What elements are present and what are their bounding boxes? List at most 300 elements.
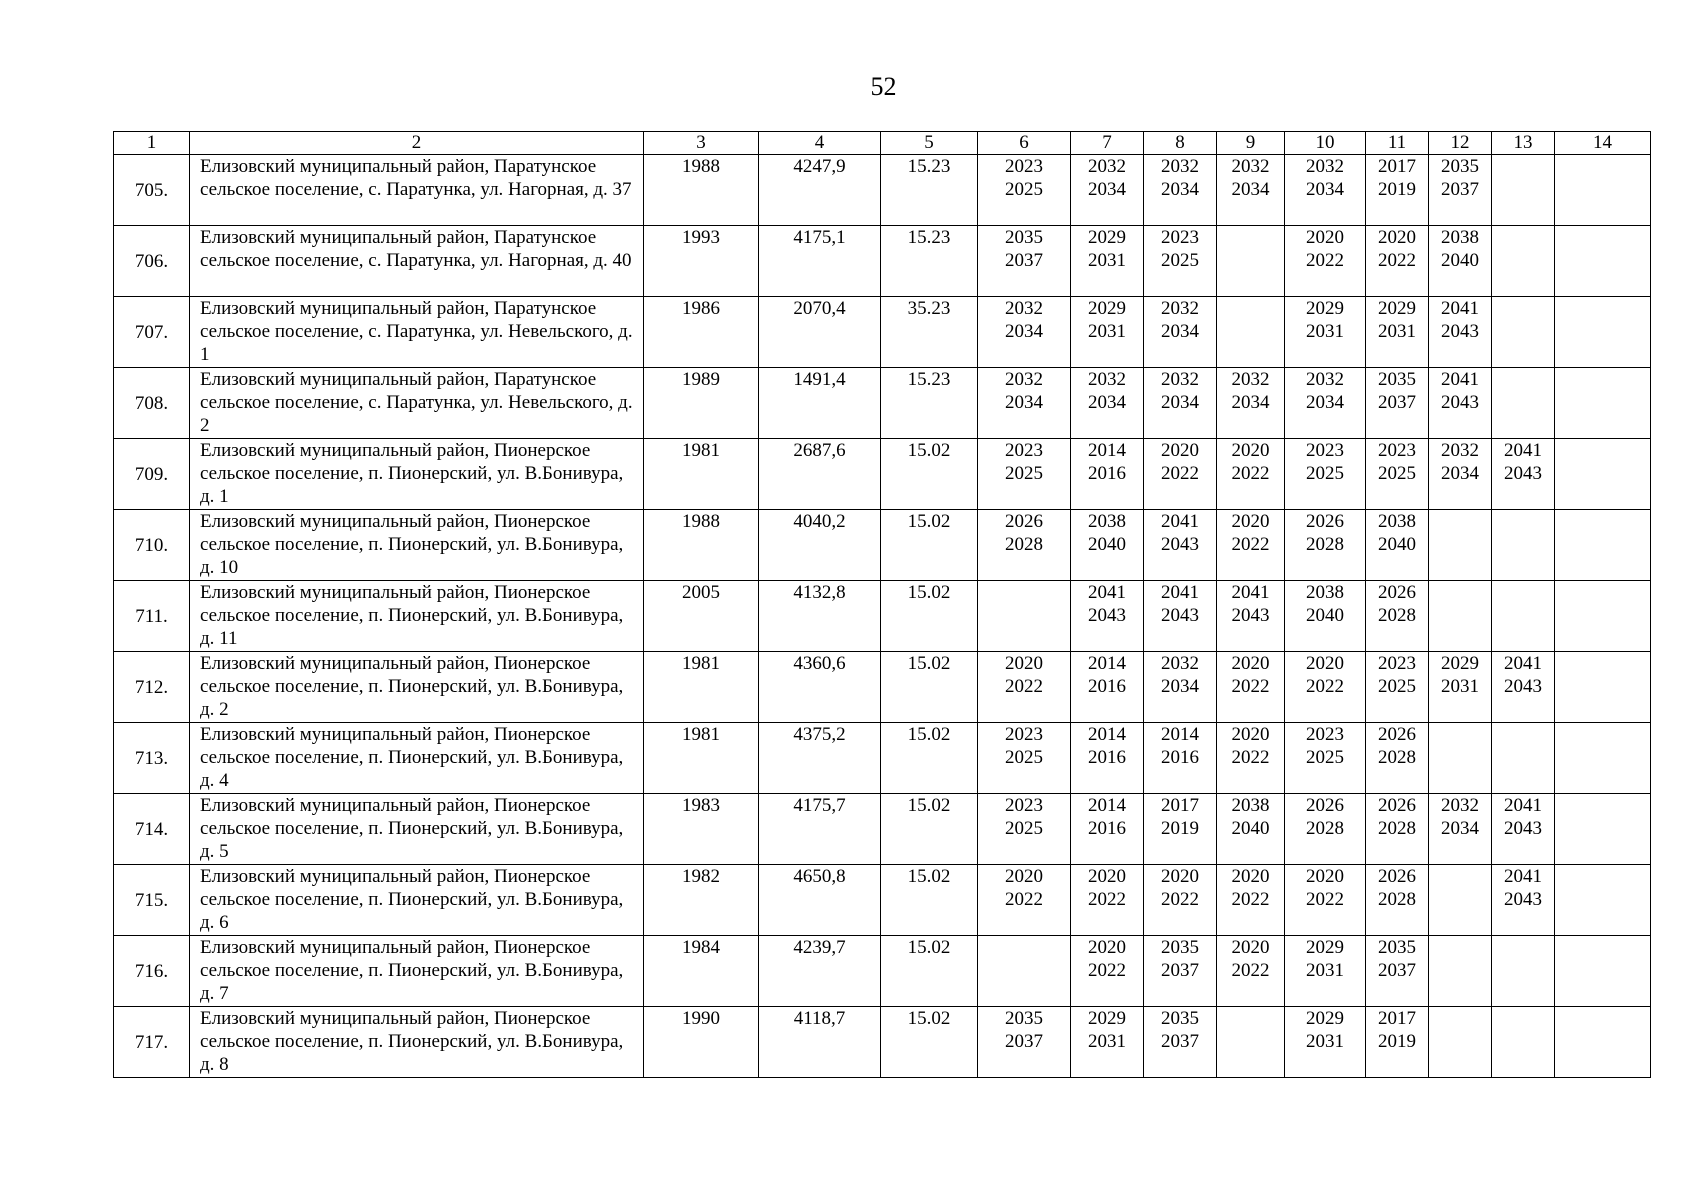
repair-period-col-11 — [1366, 865, 1429, 936]
period-start-year: 2032 — [1088, 156, 1126, 177]
building-address: Елизовский муниципальный район, Пионерское сельское поселение, п. Пионерский, ул. В.Бонивура, д. 6 — [190, 865, 644, 936]
column-number-10: 10 — [1285, 132, 1366, 155]
column-number-12: 12 — [1429, 132, 1492, 155]
repair-period-col-12 — [1429, 794, 1492, 865]
repair-period-col-8 — [1144, 510, 1217, 581]
column-number-2: 2 — [190, 132, 644, 155]
construction-year: 1981 — [644, 723, 759, 794]
repair-period-col-8 — [1144, 865, 1217, 936]
period-end-year: 2031 — [1306, 321, 1344, 342]
table-row — [114, 510, 1651, 581]
period-start-year: 2020 — [1005, 653, 1043, 674]
total-area: 4239,7 — [759, 936, 881, 1007]
repair-period-col-11 — [1366, 155, 1429, 226]
period-end-year: 2037 — [1005, 1031, 1043, 1052]
repair-period-col-10 — [1285, 226, 1366, 297]
repair-period-col-12 — [1429, 297, 1492, 368]
period-end-year: 2022 — [1378, 250, 1416, 271]
row-number: 713. — [114, 723, 190, 794]
period-end-year: 2040 — [1378, 534, 1416, 555]
total-area: 4132,8 — [759, 581, 881, 652]
repair-period-col-13 — [1492, 936, 1555, 1007]
table-row — [114, 865, 1651, 936]
building-address: Елизовский муниципальный район, Пионерское сельское поселение, п. Пионерский, ул. В.Бонивура, д. 10 — [190, 510, 644, 581]
period-end-year: 2022 — [1005, 889, 1043, 910]
total-area: 4118,7 — [759, 1007, 881, 1078]
period-end-year: 2043 — [1441, 321, 1479, 342]
total-area: 1491,4 — [759, 368, 881, 439]
repair-period-col-11 — [1366, 297, 1429, 368]
repair-period-col-7 — [1071, 865, 1144, 936]
period-end-year: 2022 — [1005, 676, 1043, 697]
repair-period-col-11 — [1366, 439, 1429, 510]
period-start-year: 2041 — [1441, 298, 1479, 319]
total-area: 4650,8 — [759, 865, 881, 936]
repair-period-col-8 — [1144, 439, 1217, 510]
column-number-14: 14 — [1555, 132, 1651, 155]
repair-period-col-13 — [1492, 297, 1555, 368]
column-number-1: 1 — [114, 132, 190, 155]
repair-period-col-9 — [1217, 439, 1285, 510]
repair-period-col-13 — [1492, 155, 1555, 226]
period-start-year: 2020 — [1161, 440, 1199, 461]
repair-period-col-14 — [1555, 368, 1651, 439]
period-end-year: 2022 — [1306, 889, 1344, 910]
period-start-year: 2029 — [1378, 298, 1416, 319]
repair-period-col-6 — [978, 297, 1071, 368]
repair-period-col-7 — [1071, 936, 1144, 1007]
table-row — [114, 581, 1651, 652]
repair-period-col-6 — [978, 794, 1071, 865]
repair-period-col-6 — [978, 1007, 1071, 1078]
repair-period-col-14 — [1555, 155, 1651, 226]
construction-year: 1989 — [644, 368, 759, 439]
row-number: 717. — [114, 1007, 190, 1078]
period-end-year: 2019 — [1161, 818, 1199, 839]
repair-period-col-6 — [978, 652, 1071, 723]
tariff-code: 15.23 — [881, 155, 978, 226]
table-body — [114, 132, 1651, 1078]
row-number: 710. — [114, 510, 190, 581]
period-end-year: 2034 — [1231, 179, 1270, 200]
repair-period-col-8 — [1144, 581, 1217, 652]
period-end-year: 2025 — [1306, 463, 1344, 484]
building-address: Елизовский муниципальный район, Пионерское сельское поселение, п. Пионерский, ул. В.Бонивура, д. 5 — [190, 794, 644, 865]
period-start-year: 2020 — [1306, 653, 1344, 674]
repair-period-col-7 — [1071, 510, 1144, 581]
period-start-year: 2020 — [1231, 511, 1270, 532]
period-end-year: 2034 — [1088, 179, 1126, 200]
tariff-code: 15.02 — [881, 581, 978, 652]
repair-period-col-12 — [1429, 1007, 1492, 1078]
repair-period-col-9 — [1217, 155, 1285, 226]
period-end-year: 2025 — [1005, 818, 1043, 839]
period-start-year: 2029 — [1306, 298, 1344, 319]
repair-period-col-14 — [1555, 226, 1651, 297]
period-start-year: 2026 — [1378, 724, 1416, 745]
period-start-year: 2041 — [1161, 582, 1199, 603]
period-start-year: 2023 — [1306, 724, 1344, 745]
period-start-year: 2041 — [1504, 795, 1542, 816]
repair-period-col-9 — [1217, 226, 1285, 297]
period-end-year: 2034 — [1005, 321, 1043, 342]
repair-period-col-10 — [1285, 297, 1366, 368]
period-start-year: 2032 — [1161, 653, 1199, 674]
table-row — [114, 652, 1651, 723]
repair-period-col-8 — [1144, 297, 1217, 368]
period-end-year: 2034 — [1088, 392, 1126, 413]
repair-period-col-10 — [1285, 652, 1366, 723]
repair-period-col-9 — [1217, 652, 1285, 723]
period-end-year: 2034 — [1306, 392, 1344, 413]
repair-period-col-14 — [1555, 652, 1651, 723]
period-end-year: 2031 — [1088, 250, 1126, 271]
period-end-year: 2028 — [1378, 747, 1416, 768]
period-start-year: 2035 — [1005, 227, 1043, 248]
period-end-year: 2016 — [1088, 676, 1126, 697]
period-start-year: 2023 — [1306, 440, 1344, 461]
period-end-year: 2019 — [1378, 179, 1416, 200]
period-end-year: 2037 — [1005, 250, 1043, 271]
table-row — [114, 368, 1651, 439]
repair-period-col-10 — [1285, 794, 1366, 865]
period-start-year: 2020 — [1161, 866, 1199, 887]
repair-period-col-6 — [978, 936, 1071, 1007]
period-start-year: 2020 — [1306, 227, 1344, 248]
row-number: 708. — [114, 368, 190, 439]
period-start-year: 2041 — [1088, 582, 1126, 603]
repair-period-col-6 — [978, 155, 1071, 226]
period-start-year: 2014 — [1088, 653, 1126, 674]
period-end-year: 2034 — [1231, 392, 1270, 413]
period-start-year: 2020 — [1231, 724, 1270, 745]
repair-period-col-9 — [1217, 1007, 1285, 1078]
total-area: 4175,1 — [759, 226, 881, 297]
period-end-year: 2043 — [1088, 605, 1126, 626]
period-start-year: 2035 — [1378, 937, 1416, 958]
total-area: 2687,6 — [759, 439, 881, 510]
repair-period-col-6 — [978, 581, 1071, 652]
period-end-year: 2031 — [1441, 676, 1479, 697]
period-start-year: 2041 — [1504, 866, 1542, 887]
period-end-year: 2022 — [1231, 463, 1270, 484]
repair-period-col-13 — [1492, 652, 1555, 723]
total-area: 4360,6 — [759, 652, 881, 723]
period-start-year: 2020 — [1378, 227, 1416, 248]
construction-year: 1993 — [644, 226, 759, 297]
repair-period-col-9 — [1217, 510, 1285, 581]
construction-year: 1986 — [644, 297, 759, 368]
repair-period-col-6 — [978, 226, 1071, 297]
repair-period-col-6 — [978, 368, 1071, 439]
period-start-year: 2014 — [1088, 724, 1126, 745]
repair-period-col-11 — [1366, 510, 1429, 581]
period-end-year: 2034 — [1161, 392, 1199, 413]
period-start-year: 2020 — [1231, 866, 1270, 887]
period-end-year: 2040 — [1306, 605, 1344, 626]
table-row — [114, 1007, 1651, 1078]
repair-period-col-11 — [1366, 723, 1429, 794]
period-start-year: 2032 — [1231, 369, 1270, 390]
tariff-code: 15.02 — [881, 723, 978, 794]
repair-period-col-12 — [1429, 723, 1492, 794]
period-start-year: 2038 — [1231, 795, 1270, 816]
period-start-year: 2020 — [1231, 937, 1270, 958]
period-end-year: 2043 — [1504, 463, 1542, 484]
period-end-year: 2028 — [1306, 818, 1344, 839]
repair-period-col-14 — [1555, 1007, 1651, 1078]
period-start-year: 2029 — [1306, 1008, 1344, 1029]
table-row — [114, 439, 1651, 510]
column-number-11: 11 — [1366, 132, 1429, 155]
period-start-year: 2032 — [1161, 156, 1199, 177]
repair-period-col-11 — [1366, 226, 1429, 297]
period-start-year: 2032 — [1231, 156, 1270, 177]
column-number-7: 7 — [1071, 132, 1144, 155]
period-end-year: 2031 — [1378, 321, 1416, 342]
period-end-year: 2043 — [1161, 605, 1199, 626]
repair-period-col-12 — [1429, 865, 1492, 936]
period-start-year: 2029 — [1088, 227, 1126, 248]
repair-period-col-8 — [1144, 723, 1217, 794]
repair-period-col-10 — [1285, 510, 1366, 581]
period-start-year: 2032 — [1005, 298, 1043, 319]
table-row — [114, 226, 1651, 297]
repair-period-col-13 — [1492, 368, 1555, 439]
period-start-year: 2032 — [1441, 795, 1479, 816]
period-end-year: 2037 — [1161, 960, 1199, 981]
table-row — [114, 297, 1651, 368]
period-end-year: 2025 — [1005, 179, 1043, 200]
period-start-year: 2041 — [1504, 440, 1542, 461]
repair-period-col-10 — [1285, 155, 1366, 226]
period-start-year: 2023 — [1378, 440, 1416, 461]
period-start-year: 2038 — [1378, 511, 1416, 532]
repair-period-col-14 — [1555, 581, 1651, 652]
repair-period-col-12 — [1429, 368, 1492, 439]
construction-year: 2005 — [644, 581, 759, 652]
repair-period-col-8 — [1144, 652, 1217, 723]
period-end-year: 2025 — [1378, 676, 1416, 697]
repair-period-col-10 — [1285, 1007, 1366, 1078]
tariff-code: 35.23 — [881, 297, 978, 368]
repair-period-col-13 — [1492, 226, 1555, 297]
repair-period-col-9 — [1217, 723, 1285, 794]
period-start-year: 2041 — [1504, 653, 1542, 674]
table-row — [114, 936, 1651, 1007]
period-start-year: 2038 — [1306, 582, 1344, 603]
period-start-year: 2023 — [1005, 795, 1043, 816]
tariff-code: 15.02 — [881, 794, 978, 865]
building-address: Елизовский муниципальный район, Пионерское сельское поселение, п. Пионерский, ул. В.Бонивура, д. 8 — [190, 1007, 644, 1078]
period-start-year: 2029 — [1088, 1008, 1126, 1029]
repair-period-col-10 — [1285, 723, 1366, 794]
period-start-year: 2023 — [1005, 440, 1043, 461]
period-start-year: 2020 — [1088, 866, 1126, 887]
period-start-year: 2032 — [1005, 369, 1043, 390]
repair-period-col-10 — [1285, 368, 1366, 439]
repair-period-col-11 — [1366, 581, 1429, 652]
tariff-code: 15.02 — [881, 439, 978, 510]
period-end-year: 2028 — [1378, 889, 1416, 910]
period-end-year: 2028 — [1306, 534, 1344, 555]
repair-period-col-14 — [1555, 936, 1651, 1007]
tariff-code: 15.23 — [881, 226, 978, 297]
period-end-year: 2034 — [1306, 179, 1344, 200]
repair-period-col-7 — [1071, 297, 1144, 368]
period-end-year: 2034 — [1005, 392, 1043, 413]
repair-period-col-7 — [1071, 581, 1144, 652]
period-end-year: 2025 — [1161, 250, 1199, 271]
column-number-8: 8 — [1144, 132, 1217, 155]
period-end-year: 2022 — [1306, 676, 1344, 697]
building-address: Елизовский муниципальный район, Пионерское сельское поселение, п. Пионерский, ул. В.Бонивура, д. 1 — [190, 439, 644, 510]
repair-period-col-13 — [1492, 723, 1555, 794]
period-start-year: 2032 — [1161, 369, 1199, 390]
period-end-year: 2040 — [1231, 818, 1270, 839]
table-row — [114, 155, 1651, 226]
period-end-year: 2037 — [1161, 1031, 1199, 1052]
row-number: 715. — [114, 865, 190, 936]
construction-year: 1981 — [644, 439, 759, 510]
period-start-year: 2020 — [1306, 866, 1344, 887]
repair-period-col-11 — [1366, 652, 1429, 723]
period-start-year: 2020 — [1005, 866, 1043, 887]
repair-period-col-8 — [1144, 155, 1217, 226]
repair-period-col-12 — [1429, 226, 1492, 297]
period-end-year: 2034 — [1441, 463, 1479, 484]
period-start-year: 2029 — [1441, 653, 1479, 674]
column-number-9: 9 — [1217, 132, 1285, 155]
period-end-year: 2031 — [1306, 960, 1344, 981]
repair-period-col-7 — [1071, 1007, 1144, 1078]
period-end-year: 2022 — [1231, 747, 1270, 768]
period-end-year: 2043 — [1504, 676, 1542, 697]
period-end-year: 2037 — [1441, 179, 1479, 200]
repair-period-col-8 — [1144, 794, 1217, 865]
construction-year: 1982 — [644, 865, 759, 936]
total-area: 4175,7 — [759, 794, 881, 865]
column-number-13: 13 — [1492, 132, 1555, 155]
construction-year: 1983 — [644, 794, 759, 865]
period-start-year: 2038 — [1441, 227, 1479, 248]
row-number: 706. — [114, 226, 190, 297]
period-start-year: 2014 — [1088, 795, 1126, 816]
period-end-year: 2034 — [1441, 818, 1479, 839]
building-address: Елизовский муниципальный район, Пионерское сельское поселение, п. Пионерский, ул. В.Бонивура, д. 2 — [190, 652, 644, 723]
tariff-code: 15.02 — [881, 510, 978, 581]
period-start-year: 2041 — [1161, 511, 1199, 532]
period-end-year: 2034 — [1161, 179, 1199, 200]
period-start-year: 2017 — [1161, 795, 1199, 816]
period-start-year: 2023 — [1378, 653, 1416, 674]
repair-period-col-6 — [978, 865, 1071, 936]
period-end-year: 2031 — [1088, 1031, 1126, 1052]
period-end-year: 2016 — [1088, 463, 1126, 484]
period-start-year: 2038 — [1088, 511, 1126, 532]
period-end-year: 2034 — [1161, 676, 1199, 697]
repair-period-col-12 — [1429, 652, 1492, 723]
repair-period-col-10 — [1285, 439, 1366, 510]
period-start-year: 2026 — [1378, 795, 1416, 816]
repair-period-col-10 — [1285, 936, 1366, 1007]
period-start-year: 2026 — [1306, 795, 1344, 816]
column-number-6: 6 — [978, 132, 1071, 155]
period-start-year: 2041 — [1231, 582, 1270, 603]
period-start-year: 2020 — [1231, 440, 1270, 461]
repair-period-col-6 — [978, 439, 1071, 510]
repair-period-col-9 — [1217, 794, 1285, 865]
period-end-year: 2043 — [1504, 818, 1542, 839]
repair-period-col-8 — [1144, 1007, 1217, 1078]
construction-year: 1984 — [644, 936, 759, 1007]
repair-period-col-9 — [1217, 581, 1285, 652]
page-number: 52 — [870, 72, 897, 101]
repair-period-col-8 — [1144, 368, 1217, 439]
repair-period-col-11 — [1366, 794, 1429, 865]
period-end-year: 2043 — [1504, 889, 1542, 910]
building-address: Елизовский муниципальный район, Паратунское сельское поселение, с. Паратунка, ул. Невельского, д. 2 — [190, 368, 644, 439]
period-end-year: 2043 — [1231, 605, 1270, 626]
period-start-year: 2035 — [1161, 1008, 1199, 1029]
repair-period-col-6 — [978, 723, 1071, 794]
period-start-year: 2026 — [1378, 866, 1416, 887]
period-start-year: 2014 — [1161, 724, 1199, 745]
period-start-year: 2026 — [1306, 511, 1344, 532]
row-number: 714. — [114, 794, 190, 865]
period-start-year: 2017 — [1378, 1008, 1416, 1029]
building-address: Елизовский муниципальный район, Пионерское сельское поселение, п. Пионерский, ул. В.Бонивура, д. 4 — [190, 723, 644, 794]
period-end-year: 2040 — [1441, 250, 1479, 271]
period-start-year: 2032 — [1306, 369, 1344, 390]
register-table — [113, 131, 1651, 1078]
tariff-code: 15.02 — [881, 1007, 978, 1078]
total-area: 4040,2 — [759, 510, 881, 581]
repair-period-col-13 — [1492, 1007, 1555, 1078]
repair-period-col-12 — [1429, 936, 1492, 1007]
row-number: 707. — [114, 297, 190, 368]
repair-period-col-11 — [1366, 1007, 1429, 1078]
repair-period-col-8 — [1144, 226, 1217, 297]
period-end-year: 2016 — [1088, 818, 1126, 839]
period-start-year: 2023 — [1005, 724, 1043, 745]
period-start-year: 2035 — [1161, 937, 1199, 958]
repair-period-col-9 — [1217, 936, 1285, 1007]
period-end-year: 2025 — [1005, 747, 1043, 768]
repair-period-col-7 — [1071, 723, 1144, 794]
table-row — [114, 723, 1651, 794]
period-start-year: 2026 — [1378, 582, 1416, 603]
table-row — [114, 794, 1651, 865]
total-area: 2070,4 — [759, 297, 881, 368]
period-end-year: 2025 — [1378, 463, 1416, 484]
total-area: 4247,9 — [759, 155, 881, 226]
period-start-year: 2029 — [1306, 937, 1344, 958]
period-start-year: 2014 — [1088, 440, 1126, 461]
period-start-year: 2017 — [1378, 156, 1416, 177]
period-end-year: 2043 — [1441, 392, 1479, 413]
period-start-year: 2020 — [1231, 653, 1270, 674]
building-address: Елизовский муниципальный район, Паратунское сельское поселение, с. Паратунка, ул. Нагорная, д. 37 — [190, 155, 644, 226]
repair-period-col-12 — [1429, 581, 1492, 652]
repair-period-col-10 — [1285, 865, 1366, 936]
repair-period-col-8 — [1144, 936, 1217, 1007]
repair-period-col-11 — [1366, 368, 1429, 439]
period-end-year: 2022 — [1231, 676, 1270, 697]
repair-period-col-13 — [1492, 794, 1555, 865]
period-start-year: 2032 — [1161, 298, 1199, 319]
repair-period-col-13 — [1492, 510, 1555, 581]
